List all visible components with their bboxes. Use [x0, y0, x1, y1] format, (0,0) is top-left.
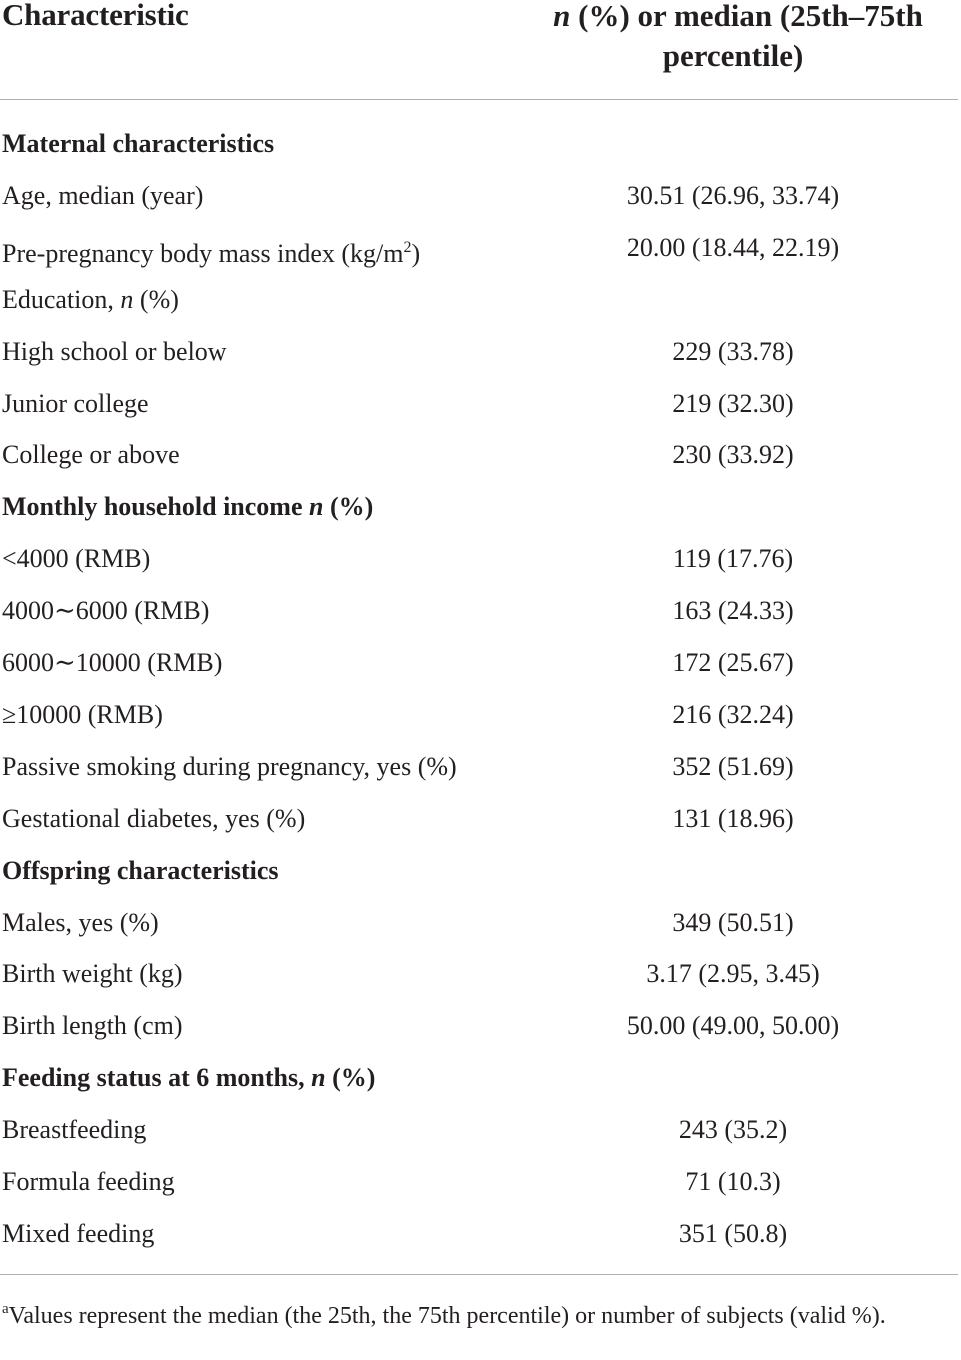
table-row [0, 689, 961, 741]
header-rule [0, 99, 958, 100]
header-characteristic: Characteristic [2, 0, 189, 32]
row-value: 3.17 (2.95, 3.45) [646, 959, 820, 989]
header-value-line1 [505, 0, 961, 36]
table-row [0, 948, 961, 1000]
row-label: <4000 (RMB) [2, 544, 151, 574]
table-row [0, 274, 961, 326]
table-row [0, 1052, 961, 1104]
table-row [0, 222, 961, 274]
row-label-suffix: (%) [133, 284, 179, 314]
row-label: Maternal characteristics [2, 129, 275, 158]
table-row [0, 897, 961, 949]
row-label-suffix: (%) [325, 1063, 376, 1093]
row-value: 131 (18.96) [672, 803, 794, 833]
row-label-italic: n [311, 1063, 326, 1093]
row-value: 172 (25.67) [672, 648, 794, 677]
row-label-suffix: ) [411, 238, 421, 268]
row-label [2, 274, 179, 326]
table-row [0, 637, 961, 689]
row-label-text: Feeding status at 6 months, [2, 1063, 312, 1093]
row-label: Males, yes (%) [2, 907, 159, 937]
row-value: 229 (33.78) [672, 336, 794, 366]
table-row [0, 793, 961, 845]
footer-rule [0, 1274, 958, 1275]
row-label [2, 1052, 375, 1104]
row-label-italic: n [309, 492, 324, 522]
footnote-text: Values represent the median (the 25th, the 75th percentile) or number of subjects (valid %). [8, 1303, 886, 1329]
header-value-column [505, 0, 961, 76]
row-label: Mixed feeding [2, 1218, 155, 1248]
table-row [0, 429, 961, 481]
footnote-marker: a [2, 1301, 9, 1317]
row-value: 30.51 (26.96, 33.74) [626, 180, 840, 210]
table-row [0, 585, 961, 637]
row-label [2, 481, 373, 533]
table-row [0, 481, 961, 533]
row-label: Offspring characteristics [2, 855, 279, 885]
row-label: Birth length (cm) [2, 1011, 183, 1041]
row-value: 50.00 (49.00, 50.00) [626, 1011, 840, 1041]
row-value: 230 (33.92) [672, 440, 794, 470]
row-value: 349 (50.51) [672, 907, 794, 937]
table-row [0, 1156, 961, 1208]
table-row [0, 326, 961, 378]
row-label: Gestational diabetes, yes (%) [2, 803, 306, 833]
table-row [0, 1000, 961, 1052]
table-row [0, 845, 961, 897]
table-row [0, 170, 961, 222]
row-label [2, 222, 420, 280]
row-value: 119 (17.76) [672, 544, 794, 574]
row-value: 216 (32.24) [672, 699, 794, 729]
row-label: ≥10000 (RMB) [2, 699, 163, 729]
header-value-line2: percentile) [662, 38, 804, 73]
row-label: Breastfeeding [2, 1115, 147, 1145]
row-label-superscript: 2 [403, 238, 412, 256]
row-label-italic: n [120, 284, 134, 314]
row-label: Formula feeding [2, 1167, 175, 1196]
row-label-text: Education, [2, 284, 121, 314]
table-row [0, 533, 961, 585]
row-label-suffix: (%) [323, 492, 374, 522]
row-value: 352 (51.69) [672, 751, 794, 781]
header-value-line1-text: (%) or median (25th–75th [570, 0, 923, 33]
table-footnote [2, 1290, 958, 1335]
row-label: Birth weight (kg) [2, 959, 183, 989]
row-label: Passive smoking during pregnancy, yes (%) [2, 751, 457, 781]
row-label: 6000∼10000 (RMB) [2, 648, 223, 677]
row-label: High school or below [2, 336, 227, 366]
row-label: 4000∼6000 (RMB) [2, 596, 210, 626]
row-value: 163 (24.33) [672, 596, 794, 626]
row-value: 351 (50.8) [678, 1218, 788, 1248]
row-value: 243 (35.2) [678, 1115, 788, 1145]
row-value: 20.00 (18.44, 22.19) [626, 232, 840, 262]
header-n-italic: n [553, 0, 571, 33]
row-label: Age, median (year) [2, 180, 204, 210]
table-row [0, 1208, 961, 1260]
table-row [0, 1104, 961, 1156]
row-label: College or above [2, 440, 180, 470]
table-row [0, 378, 961, 430]
row-value: 219 (32.30) [672, 388, 794, 418]
row-label-text: Monthly household income [2, 492, 309, 522]
row-label: Junior college [2, 388, 149, 418]
row-label-text: Pre-pregnancy body mass index (kg/m [2, 238, 404, 268]
row-value: 71 (10.3) [685, 1167, 781, 1196]
table-row [0, 741, 961, 793]
table-header [0, 0, 961, 100]
table-row [0, 118, 961, 170]
